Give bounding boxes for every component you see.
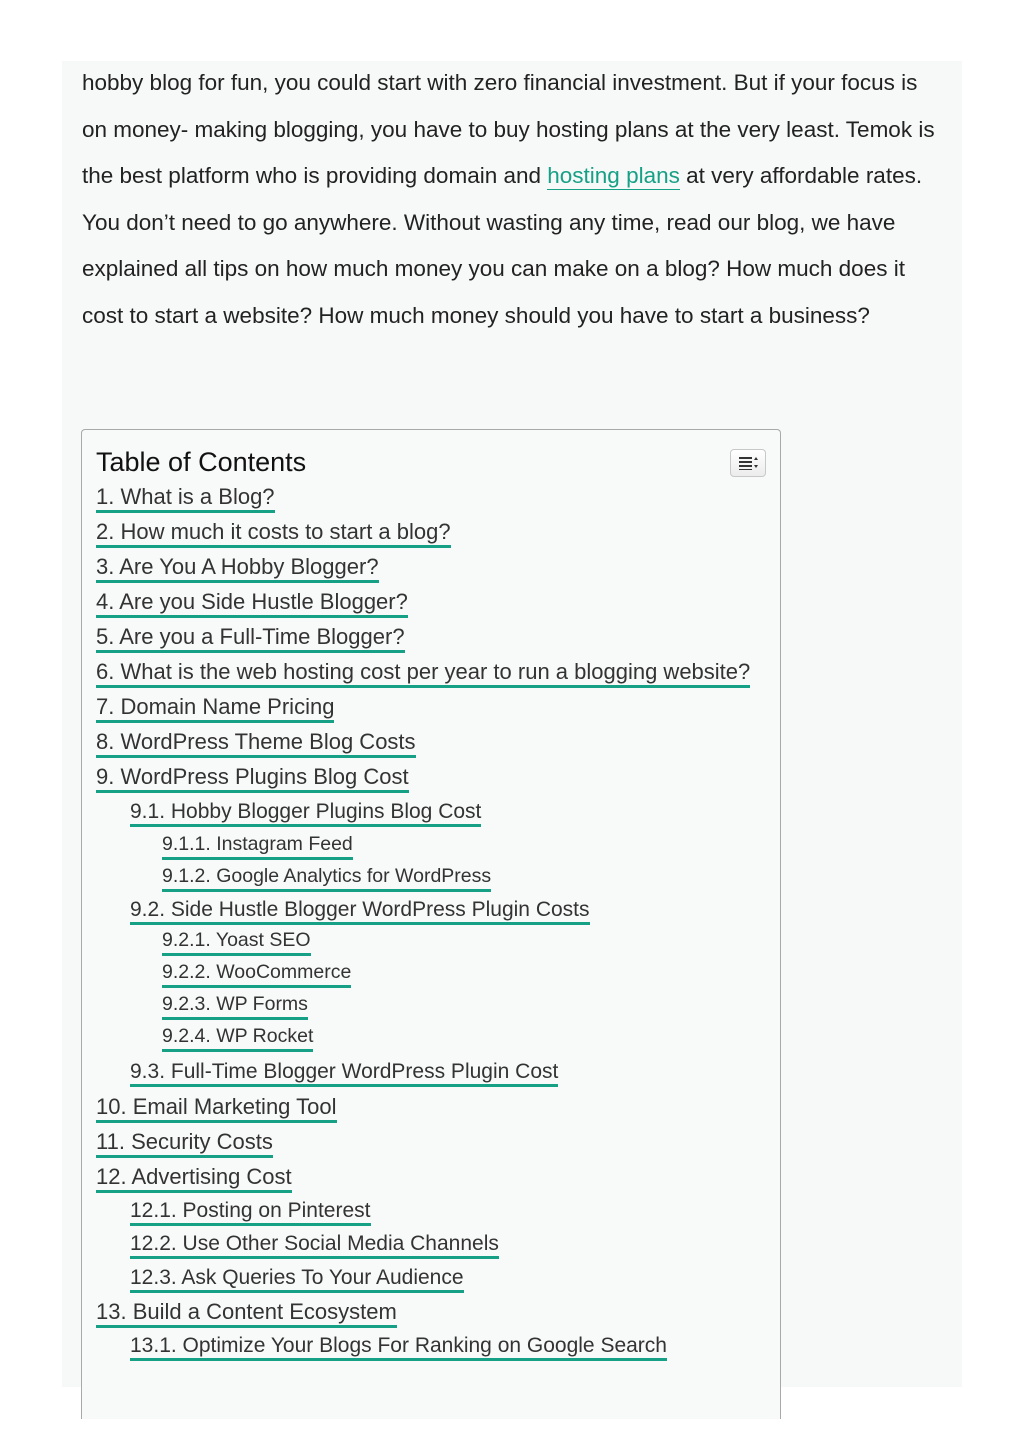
toc-item	[96, 1131, 273, 1158]
toc-item	[96, 486, 275, 513]
toc-item	[162, 963, 351, 988]
intro-paragraph	[82, 60, 948, 339]
toc-link[interactable]: 9. WordPress Plugins Blog Cost	[96, 766, 409, 793]
toc-item	[96, 1166, 292, 1193]
intro-text-before-link: hobby blog for fun, you could start with zero financial investment. But if your focus is on money- making blogging, you have to buy hosting plans at the very least. Temok is the best platform who is providing domain and	[82, 70, 935, 188]
toc-link[interactable]: 12.2. Use Other Social Media Channels	[130, 1233, 499, 1259]
toc-item	[162, 1027, 313, 1052]
toc-link[interactable]: 9.1.2. Google Analytics for WordPress	[162, 867, 491, 892]
toc-item	[96, 591, 408, 618]
toc-item	[130, 1335, 667, 1361]
toc-link[interactable]: 9.3. Full-Time Blogger WordPress Plugin Cost	[130, 1061, 558, 1087]
toc-link[interactable]: 1. What is a Blog?	[96, 486, 275, 513]
intro-text-after-link: at very affordable rates. You don’t need to go anywhere. Without wasting any time, read our blog, we have explained all tips on how much money you can make on a blog? How much does it cost to start a website? How much money should you have to start a business?	[82, 163, 923, 328]
toc-link[interactable]: 13.1. Optimize Your Blogs For Ranking on Google Search	[130, 1335, 667, 1361]
toc-item	[96, 556, 379, 583]
toc-link[interactable]: 9.2.3. WP Forms	[162, 995, 308, 1020]
toc-item	[162, 995, 308, 1020]
toc-link[interactable]: 12.3. Ask Queries To Your Audience	[130, 1267, 464, 1293]
toc-item	[130, 1061, 558, 1087]
toc-link[interactable]: 9.2.4. WP Rocket	[162, 1027, 313, 1052]
toc-link[interactable]: 9.2.2. WooCommerce	[162, 963, 351, 988]
toc-item	[130, 899, 590, 925]
toc-link[interactable]: 7. Domain Name Pricing	[96, 696, 334, 723]
toc-title: Table of Contents	[96, 447, 307, 477]
toc-item	[96, 1096, 337, 1123]
toc-link[interactable]: 2. How much it costs to start a blog?	[96, 521, 451, 548]
toc-link[interactable]: 9.2.1. Yoast SEO	[162, 931, 311, 956]
toc-link[interactable]: 13. Build a Content Ecosystem	[96, 1301, 397, 1328]
toc-link[interactable]: 12. Advertising Cost	[96, 1166, 292, 1193]
list-toggle-icon	[739, 456, 759, 470]
toc-item	[96, 521, 451, 548]
toc-link[interactable]: 10. Email Marketing Tool	[96, 1096, 337, 1123]
toc-link[interactable]: 5. Are you a Full-Time Blogger?	[96, 626, 405, 653]
table-of-contents	[81, 429, 781, 1419]
toc-item	[96, 1301, 397, 1328]
toc-link[interactable]: 11. Security Costs	[96, 1131, 273, 1158]
toc-toggle-button[interactable]	[730, 449, 766, 477]
toc-item	[96, 696, 334, 723]
toc-link[interactable]: 4. Are you Side Hustle Blogger?	[96, 591, 408, 618]
toc-link[interactable]: 9.2. Side Hustle Blogger WordPress Plugin Costs	[130, 899, 590, 925]
toc-link[interactable]: 9.1. Hobby Blogger Plugins Blog Cost	[130, 801, 481, 827]
toc-link[interactable]: 8. WordPress Theme Blog Costs	[96, 731, 416, 758]
toc-item	[162, 931, 311, 956]
hosting-plans-link[interactable]: hosting plans	[547, 163, 680, 188]
toc-item	[96, 661, 750, 688]
toc-item	[130, 1267, 464, 1293]
toc-item	[130, 1233, 499, 1259]
toc-link[interactable]: 6. What is the web hosting cost per year to run a blogging website?	[96, 661, 750, 688]
toc-item	[130, 801, 481, 827]
toc-item	[96, 731, 416, 758]
toc-item	[130, 1200, 371, 1226]
toc-link[interactable]: 3. Are You A Hobby Blogger?	[96, 556, 379, 583]
toc-item	[96, 626, 405, 653]
toc-item	[162, 867, 491, 892]
toc-item	[96, 766, 409, 793]
toc-link[interactable]: 9.1.1. Instagram Feed	[162, 835, 353, 860]
toc-link[interactable]: 12.1. Posting on Pinterest	[130, 1200, 371, 1226]
toc-item	[162, 835, 353, 860]
